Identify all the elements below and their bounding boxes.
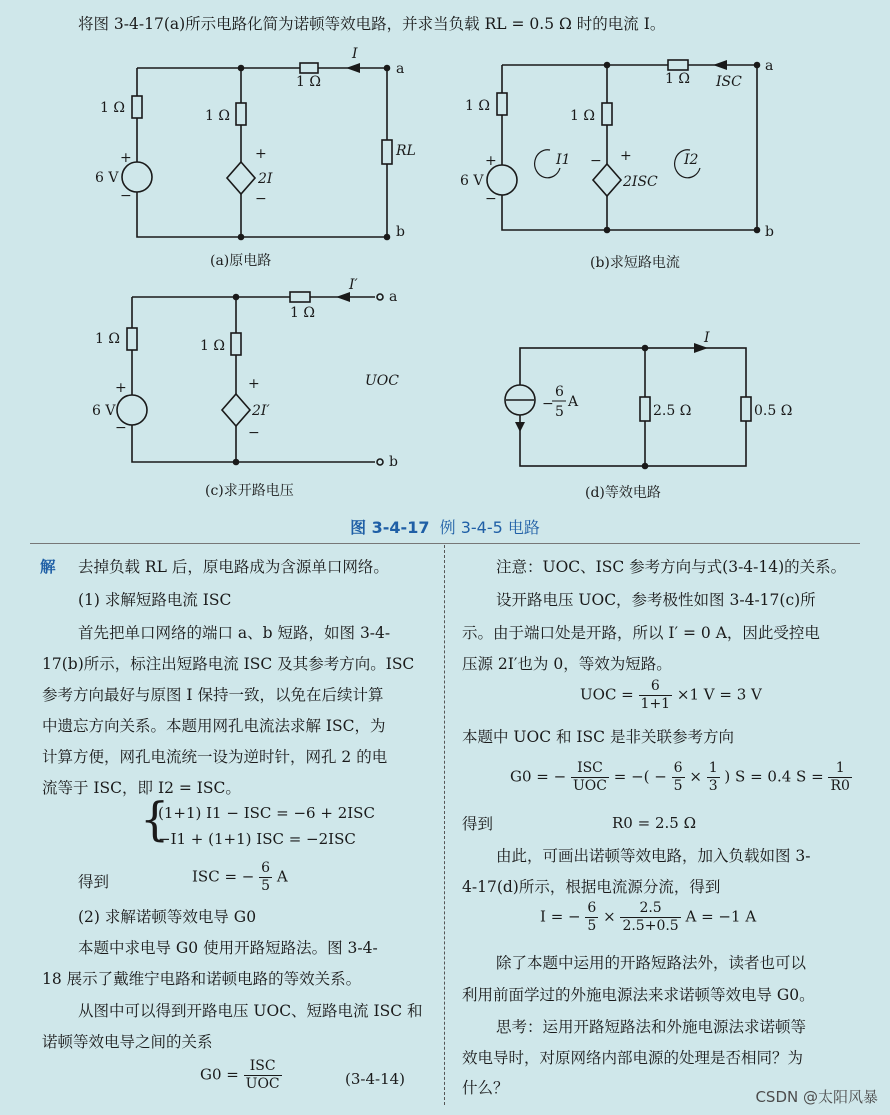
- d-caption: (d)等效电路: [585, 485, 661, 501]
- circuit-figure: [0, 0, 890, 540]
- left-line-1: 去掉负载 RL 后，原电路成为含源单口网络。: [78, 558, 389, 576]
- b-r2: 1 Ω: [570, 108, 595, 124]
- b-mesh1: I1: [556, 152, 571, 168]
- circuit-a-labels: [95, 46, 416, 269]
- svg-text:+: +: [255, 146, 267, 162]
- d-src-den: 5: [555, 404, 564, 420]
- watermark: CSDN @太阳风暴: [755, 1088, 878, 1106]
- c-node-b: b: [389, 454, 398, 470]
- controlled-source-a: [227, 162, 255, 194]
- b-node-b: b: [765, 224, 774, 240]
- g0-equation: G0 = − $\frac{\text{ISC}}{\text{UOC}}$ = −( − $\frac{6}{5}$ × $\frac{1}{3}$ ) S = 0.4 S = $\frac{1}{R0}$: [510, 760, 850, 794]
- svg-text:−: −: [115, 420, 127, 436]
- a-node-a: a: [396, 61, 405, 77]
- svg-text:−: −: [485, 191, 497, 207]
- b-mesh2: I2: [684, 152, 699, 168]
- c-current: I′: [349, 277, 358, 293]
- c-source: 6 V: [92, 403, 116, 419]
- equation-number: (3-4-14): [345, 1070, 406, 1088]
- right-line-8: 除了本题中运用的开路短路法外，读者也可以: [496, 954, 807, 972]
- left-line-9: (2) 求解诺顿等效电导 G0: [78, 908, 257, 926]
- a-caption: (a)原电路: [210, 253, 272, 269]
- uoc-equation: UOC = $\frac{6}{1+1}$ ×1 V = 3 V: [580, 678, 762, 712]
- get-label-1: 得到: [78, 873, 110, 891]
- left-line-3: 首先把单口网络的端口 a、b 短路，如图 3-4-: [78, 624, 391, 642]
- right-line-9: 利用前面学过的外施电源法来求诺顿等效电导 G0。: [462, 986, 815, 1004]
- right-line-3: 示。由于端口处是开路，所以 I′ = 0 A，因此受控电: [462, 624, 820, 642]
- a-source: 6 V: [95, 170, 119, 186]
- figure-title: 图 3-4-17 例 3-4-5 电路: [350, 518, 540, 537]
- a-r2: 1 Ω: [205, 108, 230, 124]
- c-controlled: 2I′: [252, 403, 270, 419]
- b-r3: 1 Ω: [665, 71, 690, 87]
- column-separator: [444, 545, 445, 1105]
- a-current: I: [352, 46, 358, 62]
- resistor-a-mid: [236, 103, 246, 125]
- right-line-12: 什么？: [462, 1079, 509, 1097]
- problem-text: 将图 3-4-17(a)所示电路化简为诺顿等效电路，并求当负载 RL = 0.5 Ω 时的电流 I。: [78, 15, 666, 33]
- circuit-d-labels: [542, 330, 792, 501]
- svg-text:−: −: [248, 425, 260, 441]
- d-sign: −: [542, 396, 554, 412]
- b-caption: (b)求短路电流: [590, 255, 680, 271]
- right-line-7: 4-17(d)所示，根据电流源分流，得到: [462, 878, 721, 896]
- section-separator: [30, 543, 860, 544]
- c-voltage: UOC: [365, 373, 399, 389]
- left-line-7: 计算方便，网孔电流统一设为逆时针，网孔 2 的电: [42, 748, 388, 766]
- right-line-1: 注意：UOC、ISC 参考方向与式(3-4-14)的关系。: [496, 558, 847, 576]
- svg-text:+: +: [620, 148, 632, 164]
- i-equation: I = − $\frac{6}{5}$ × $\frac{2.5}{2.5+0.5}$ A = −1 A: [540, 900, 757, 934]
- left-line-2: (1) 求解短路电流 ISC: [78, 591, 232, 609]
- c-r3: 1 Ω: [290, 305, 315, 321]
- a-r1: 1 Ω: [100, 100, 125, 116]
- right-line-5: 本题中 UOC 和 ISC 是非关联参考方向: [462, 728, 734, 746]
- c-r2: 1 Ω: [200, 338, 225, 354]
- d-rl: 0.5 Ω: [754, 403, 793, 419]
- right-line-10: 思考：运用开路短路法和外施电源法求诺顿等: [496, 1018, 807, 1036]
- resistor-a-top: [300, 63, 318, 73]
- c-node-a: a: [389, 289, 398, 305]
- left-line-5: 参考方向最好与原图 I 保持一致，以免在后续计算: [42, 686, 384, 704]
- d-current: I: [704, 330, 710, 346]
- svg-text:−: −: [120, 188, 132, 204]
- isc-result: ISC = − $\frac{6}{5}$ A: [192, 860, 288, 894]
- left-line-12: 从图中可以得到开路电压 UOC、短路电流 ISC 和: [78, 1002, 423, 1020]
- a-node-b: b: [396, 224, 405, 240]
- g0-definition: G0 = $\frac{\text{ISC}}{\text{UOC}}$: [200, 1058, 280, 1092]
- d-src-num: 6: [555, 384, 564, 400]
- b-controlled: 2ISC: [623, 174, 658, 190]
- b-r1: 1 Ω: [465, 98, 490, 114]
- right-line-4: 压源 2I′也为 0，等效为短路。: [462, 655, 672, 673]
- left-line-11: 18 展示了戴维宁电路和诺顿电路的等效关系。: [42, 970, 362, 988]
- svg-text:+: +: [120, 150, 132, 166]
- solution-label: 解: [40, 557, 56, 576]
- b-current: ISC: [716, 74, 742, 90]
- get-label-2: 得到: [462, 815, 494, 833]
- d-src-unit: A: [568, 394, 579, 410]
- svg-text:−: −: [255, 191, 267, 207]
- svg-text:−: −: [590, 153, 602, 169]
- a-load: RL: [396, 143, 416, 159]
- left-line-10: 本题中求电导 G0 使用开路短路法。图 3-4-: [78, 939, 378, 957]
- svg-text:+: +: [248, 376, 260, 392]
- equation-1: (1+1) I1 − ISC = −6 + 2ISC: [158, 804, 375, 822]
- left-line-8: 流等于 ISC，即 I2 = ISC。: [42, 779, 241, 797]
- circuit-c-labels: [92, 277, 399, 499]
- right-line-11: 效电导时，对原网络内部电源的处理是否相同？为: [462, 1049, 804, 1067]
- a-r3: 1 Ω: [296, 74, 321, 90]
- b-source: 6 V: [460, 173, 484, 189]
- right-line-2: 设开路电压 UOC，参考极性如图 3-4-17(c)所: [496, 591, 816, 609]
- right-line-6: 由此，可画出诺顿等效电路，加入负载如图 3-: [496, 847, 811, 865]
- equation-brace: {: [140, 792, 170, 846]
- d-rn: 2.5 Ω: [653, 403, 692, 419]
- b-node-a: a: [765, 58, 774, 74]
- resistor-load: [382, 140, 392, 164]
- c-caption: (c)求开路电压: [205, 483, 294, 499]
- left-line-13: 诺顿等效电导之间的关系: [42, 1033, 213, 1051]
- resistor-a-left: [132, 96, 142, 118]
- r0-result: R0 = 2.5 Ω: [612, 814, 697, 832]
- equation-2: −I1 + (1+1) ISC = −2ISC: [158, 830, 356, 848]
- circuit-b-labels: [460, 58, 774, 271]
- c-r1: 1 Ω: [95, 331, 120, 347]
- svg-text:+: +: [115, 380, 127, 396]
- left-line-4: 17(b)所示，标注出短路电流 ISC 及其参考方向。ISC: [42, 655, 415, 673]
- a-controlled: 2I: [258, 171, 273, 187]
- svg-text:+: +: [485, 153, 497, 169]
- left-line-6: 中遗忘方向关系。本题用网孔电流法求解 ISC，为: [42, 717, 386, 735]
